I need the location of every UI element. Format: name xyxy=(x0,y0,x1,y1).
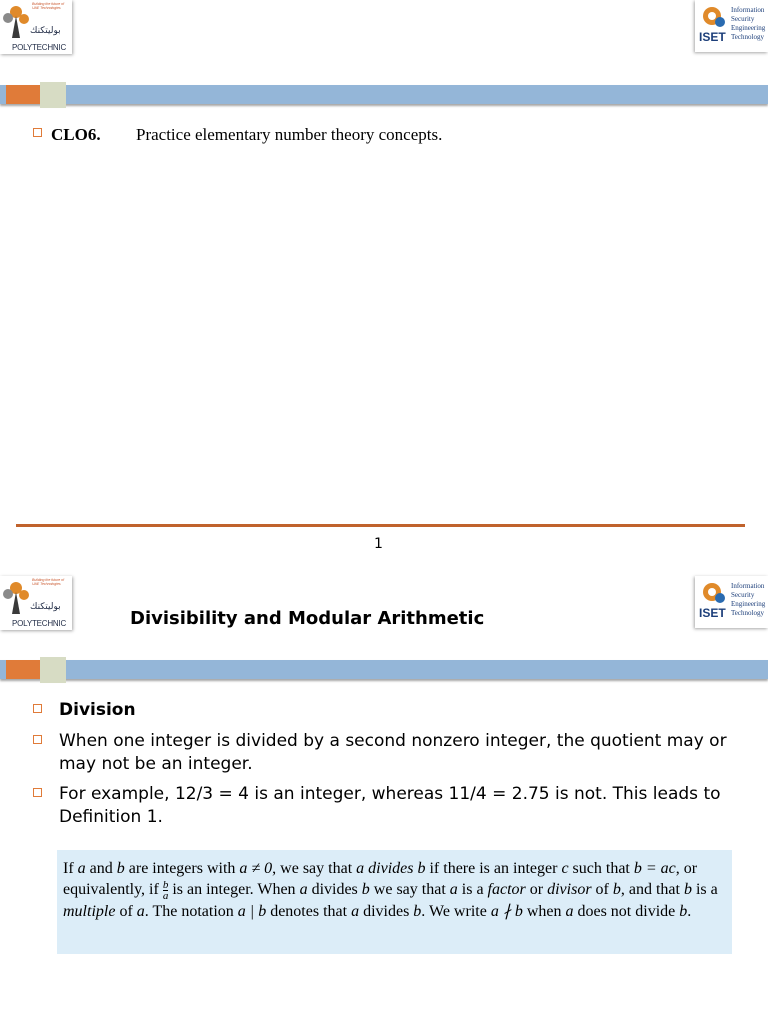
gear-icon xyxy=(698,578,728,608)
header-bar-square xyxy=(40,657,66,683)
iset-line: Technology xyxy=(731,609,764,617)
bullet-text: For example, 12/3 = 4 is an integer, whereas 11/4 = 2.75 is not. This leads to Definition 1. xyxy=(59,784,721,827)
polytechnic-emblem-icon xyxy=(0,2,34,42)
polytechnic-tagline: Building the future of UAE Technologies xyxy=(32,2,65,10)
header-bar xyxy=(0,657,768,683)
header-bar xyxy=(0,82,768,108)
definition-text: If a and b are integers with a ≠ 0, we say that a divides b if there is an integer c such that b = ac, or equivalently, if $\frac{b}{a}$ is an integer. When a divides b we say that a is a factor or divisor of b, and that b is a multiple of a. The notation a | b denotes that a divides b. We write a ∤ b when a does not divide b. xyxy=(63,860,718,920)
header-bar-square xyxy=(40,82,66,108)
footer-rule xyxy=(16,524,745,527)
page-number: 1 xyxy=(374,536,383,552)
bullet-text: When one integer is divided by a second nonzero integer, the quotient may or may not be an integer. xyxy=(59,731,727,774)
iset-name-lines xyxy=(731,6,765,42)
iset-name-lines xyxy=(731,582,765,618)
polytechnic-logo xyxy=(0,0,72,54)
clo-label: CLO6. xyxy=(51,125,101,144)
square-bullet-icon xyxy=(33,788,42,797)
iset-logo xyxy=(695,0,768,52)
square-bullet-icon xyxy=(33,704,42,713)
iset-abbr: ISET xyxy=(699,30,726,44)
polytechnic-logo xyxy=(0,576,72,630)
slide-2 xyxy=(0,572,768,1024)
iset-line: Information xyxy=(731,582,765,590)
polytechnic-arabic-name: بوليتكنك xyxy=(30,26,61,36)
iset-line: Information xyxy=(731,6,765,14)
header-bar-blue xyxy=(0,85,768,104)
definition-box xyxy=(57,850,732,954)
header-bar-blue xyxy=(0,660,768,679)
iset-logo xyxy=(695,576,768,628)
iset-line: Engineering xyxy=(731,24,766,32)
iset-abbr: ISET xyxy=(699,606,726,620)
slide-title: Divisibility and Modular Arithmetic xyxy=(130,608,485,629)
polytechnic-arabic-name: بوليتكنك xyxy=(30,602,61,612)
header-bar-orange xyxy=(6,85,40,104)
iset-line: Technology xyxy=(731,33,764,41)
bullet-heading: Division xyxy=(59,700,136,720)
polytechnic-tagline: Building the future of UAE Technologies xyxy=(32,578,65,586)
iset-line: Security xyxy=(731,591,755,599)
square-bullet-icon xyxy=(33,735,42,744)
square-bullet-icon xyxy=(33,128,42,137)
clo-text: Practice elementary number theory concepts. xyxy=(136,125,443,144)
polytechnic-name: POLYTECHNIC xyxy=(12,619,67,628)
gear-icon xyxy=(698,2,728,32)
iset-line: Engineering xyxy=(731,600,766,608)
polytechnic-name: POLYTECHNIC xyxy=(12,43,67,52)
polytechnic-emblem-icon xyxy=(0,578,34,618)
header-bar-orange xyxy=(6,660,40,679)
iset-line: Security xyxy=(731,15,755,23)
